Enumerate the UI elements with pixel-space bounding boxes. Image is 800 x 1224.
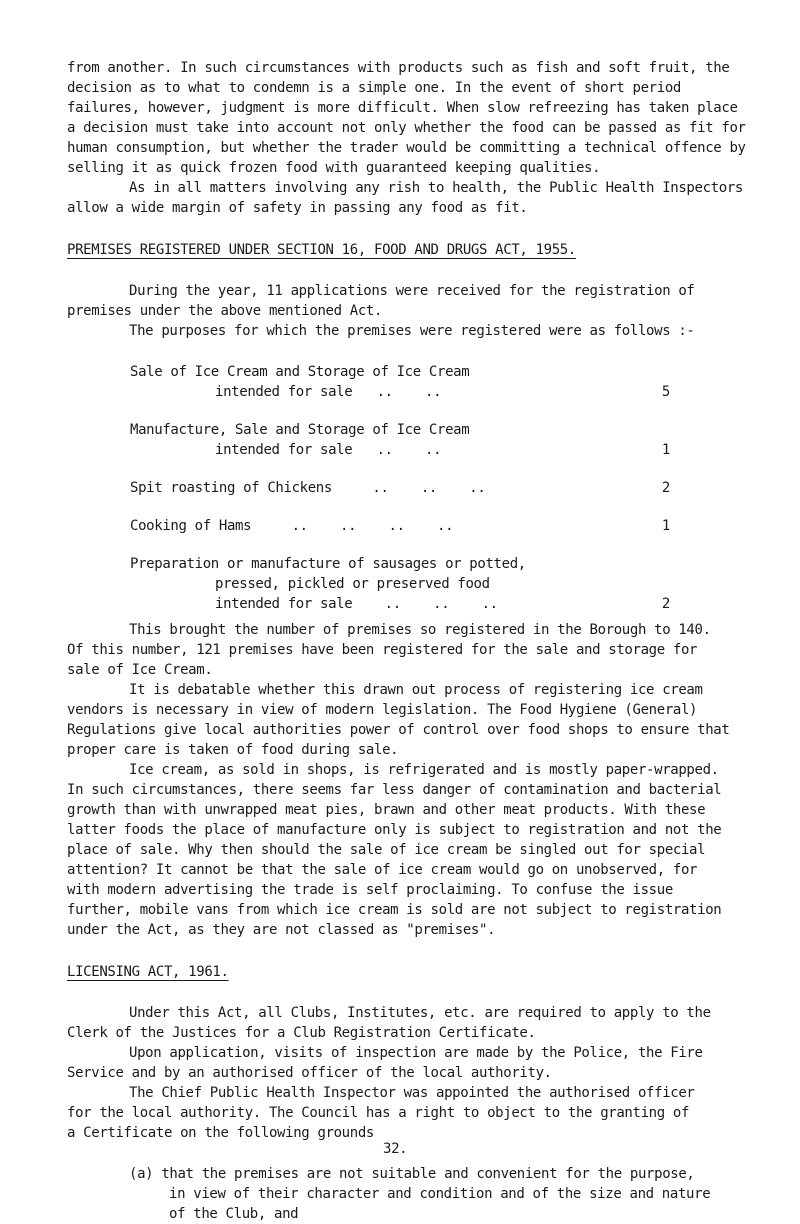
text-line: premises under the above mentioned Act.	[67, 303, 383, 319]
premises-paragraph	[67, 281, 747, 341]
section-heading-licensing: LICENSING ACT, 1961.	[67, 964, 229, 980]
text-line: from another. In such circumstances with products such as fish and soft fruit, the	[67, 60, 730, 76]
purpose-label: Cooking of Hams .. .. .. ..	[130, 518, 454, 534]
intro-paragraph	[67, 58, 747, 218]
text-line: Upon application, visits of inspection are made by the Police, the Fire	[129, 1045, 703, 1061]
purpose-label-cont: pressed, pickled or preserved food	[215, 576, 490, 592]
purpose-label: Spit roasting of Chickens .. .. ..	[130, 480, 486, 496]
text-line: proper care is taken of food during sale.	[67, 742, 399, 758]
text-line: Service and by an authorised officer of the local authority.	[67, 1065, 552, 1081]
text-line: latter foods the place of manufacture only is subject to registration and not the	[67, 822, 722, 838]
document-page	[67, 58, 747, 1224]
text-line: In such circumstances, there seems far less danger of contamination and bacterial	[67, 782, 722, 798]
text-line: failures, however, judgment is more difficult. When slow refreezing has taken place	[67, 100, 738, 116]
purpose-count: 1	[661, 518, 670, 534]
purpose-count: 2	[661, 480, 670, 496]
page-number: 32.	[383, 1141, 408, 1157]
text-line: further, mobile vans from which ice cream is sold are not subject to registration	[67, 902, 722, 918]
text-line: It is debatable whether this drawn out process of registering ice cream	[129, 682, 703, 698]
text-line: (a) that the premises are not suitable and convenient for the purpose,	[129, 1166, 695, 1182]
licensing-paragraph	[67, 1003, 747, 1143]
purpose-label: Manufacture, Sale and Storage of Ice Cream	[130, 422, 470, 438]
purpose-label-cont: intended for sale .. .. ..	[215, 596, 498, 612]
text-line: selling it as quick frozen food with guaranteed keeping qualities.	[67, 160, 601, 176]
text-line: growth than with unwrapped meat pies, brawn and other meat products. With these	[67, 802, 706, 818]
list-item	[130, 516, 670, 536]
purpose-count: 5	[661, 384, 670, 400]
purpose-count: 1	[661, 442, 670, 458]
purpose-label: Preparation or manufacture of sausages or potted,	[130, 556, 526, 572]
text-line: a decision must take into account not only whether the food can be passed as fit for	[67, 120, 746, 136]
text-line: decision as to what to condemn is a simple one. In the event of short period	[67, 80, 681, 96]
purpose-label: Sale of Ice Cream and Storage of Ice Cream	[130, 364, 470, 380]
purposes-list	[130, 362, 670, 614]
text-line: attention? It cannot be that the sale of ice cream would go on unobserved, for	[67, 862, 698, 878]
text-line: The purposes for which the premises were registered were as follows :-	[129, 323, 695, 339]
text-line: The Chief Public Health Inspector was appointed the authorised officer	[129, 1085, 695, 1101]
text-line: Ice cream, as sold in shops, is refrigerated and is mostly paper-wrapped.	[129, 762, 719, 778]
section-heading-premises: PREMISES REGISTERED UNDER SECTION 16, FOOD AND DRUGS ACT, 1955.	[67, 242, 576, 258]
premises-discussion	[67, 620, 747, 940]
text-line: in view of their character and condition and of the size and nature	[169, 1186, 711, 1202]
purpose-label-cont: intended for sale .. ..	[215, 442, 442, 458]
text-line: Clerk of the Justices for a Club Registration Certificate.	[67, 1025, 536, 1041]
text-line: under the Act, as they are not classed as "premises".	[67, 922, 496, 938]
text-line: human consumption, but whether the trader would be committing a technical offence by	[67, 140, 746, 156]
text-line: for the local authority. The Council has a right to object to the granting of	[67, 1105, 690, 1121]
list-item	[130, 478, 670, 498]
list-item	[130, 420, 670, 460]
text-line: Regulations give local authorities power of control over food shops to ensure that	[67, 722, 730, 738]
purpose-label-cont: intended for sale .. ..	[215, 384, 442, 400]
text-line: Of this number, 121 premises have been registered for the sale and storage for	[67, 642, 698, 658]
text-line: place of sale. Why then should the sale of ice cream be singled out for special	[67, 842, 706, 858]
text-line: of the Club, and	[169, 1206, 299, 1222]
grounds-item-a	[67, 1164, 747, 1224]
text-line: Under this Act, all Clubs, Institutes, etc. are required to apply to the	[129, 1005, 711, 1021]
list-item	[130, 362, 670, 402]
text-line: allow a wide margin of safety in passing any food as fit.	[67, 200, 528, 216]
text-line: with modern advertising the trade is self proclaiming. To confuse the issue	[67, 882, 673, 898]
list-item	[130, 554, 670, 614]
text-line: vendors is necessary in view of modern legislation. The Food Hygiene (General)	[67, 702, 698, 718]
purpose-count: 2	[661, 596, 670, 612]
text-line: During the year, 11 applications were received for the registration of	[129, 283, 695, 299]
text-line: sale of Ice Cream.	[67, 662, 213, 678]
text-line: This brought the number of premises so registered in the Borough to 140.	[129, 622, 711, 638]
text-line: As in all matters involving any rish to health, the Public Health Inspectors	[129, 180, 743, 196]
text-line: a Certificate on the following grounds	[67, 1125, 374, 1141]
